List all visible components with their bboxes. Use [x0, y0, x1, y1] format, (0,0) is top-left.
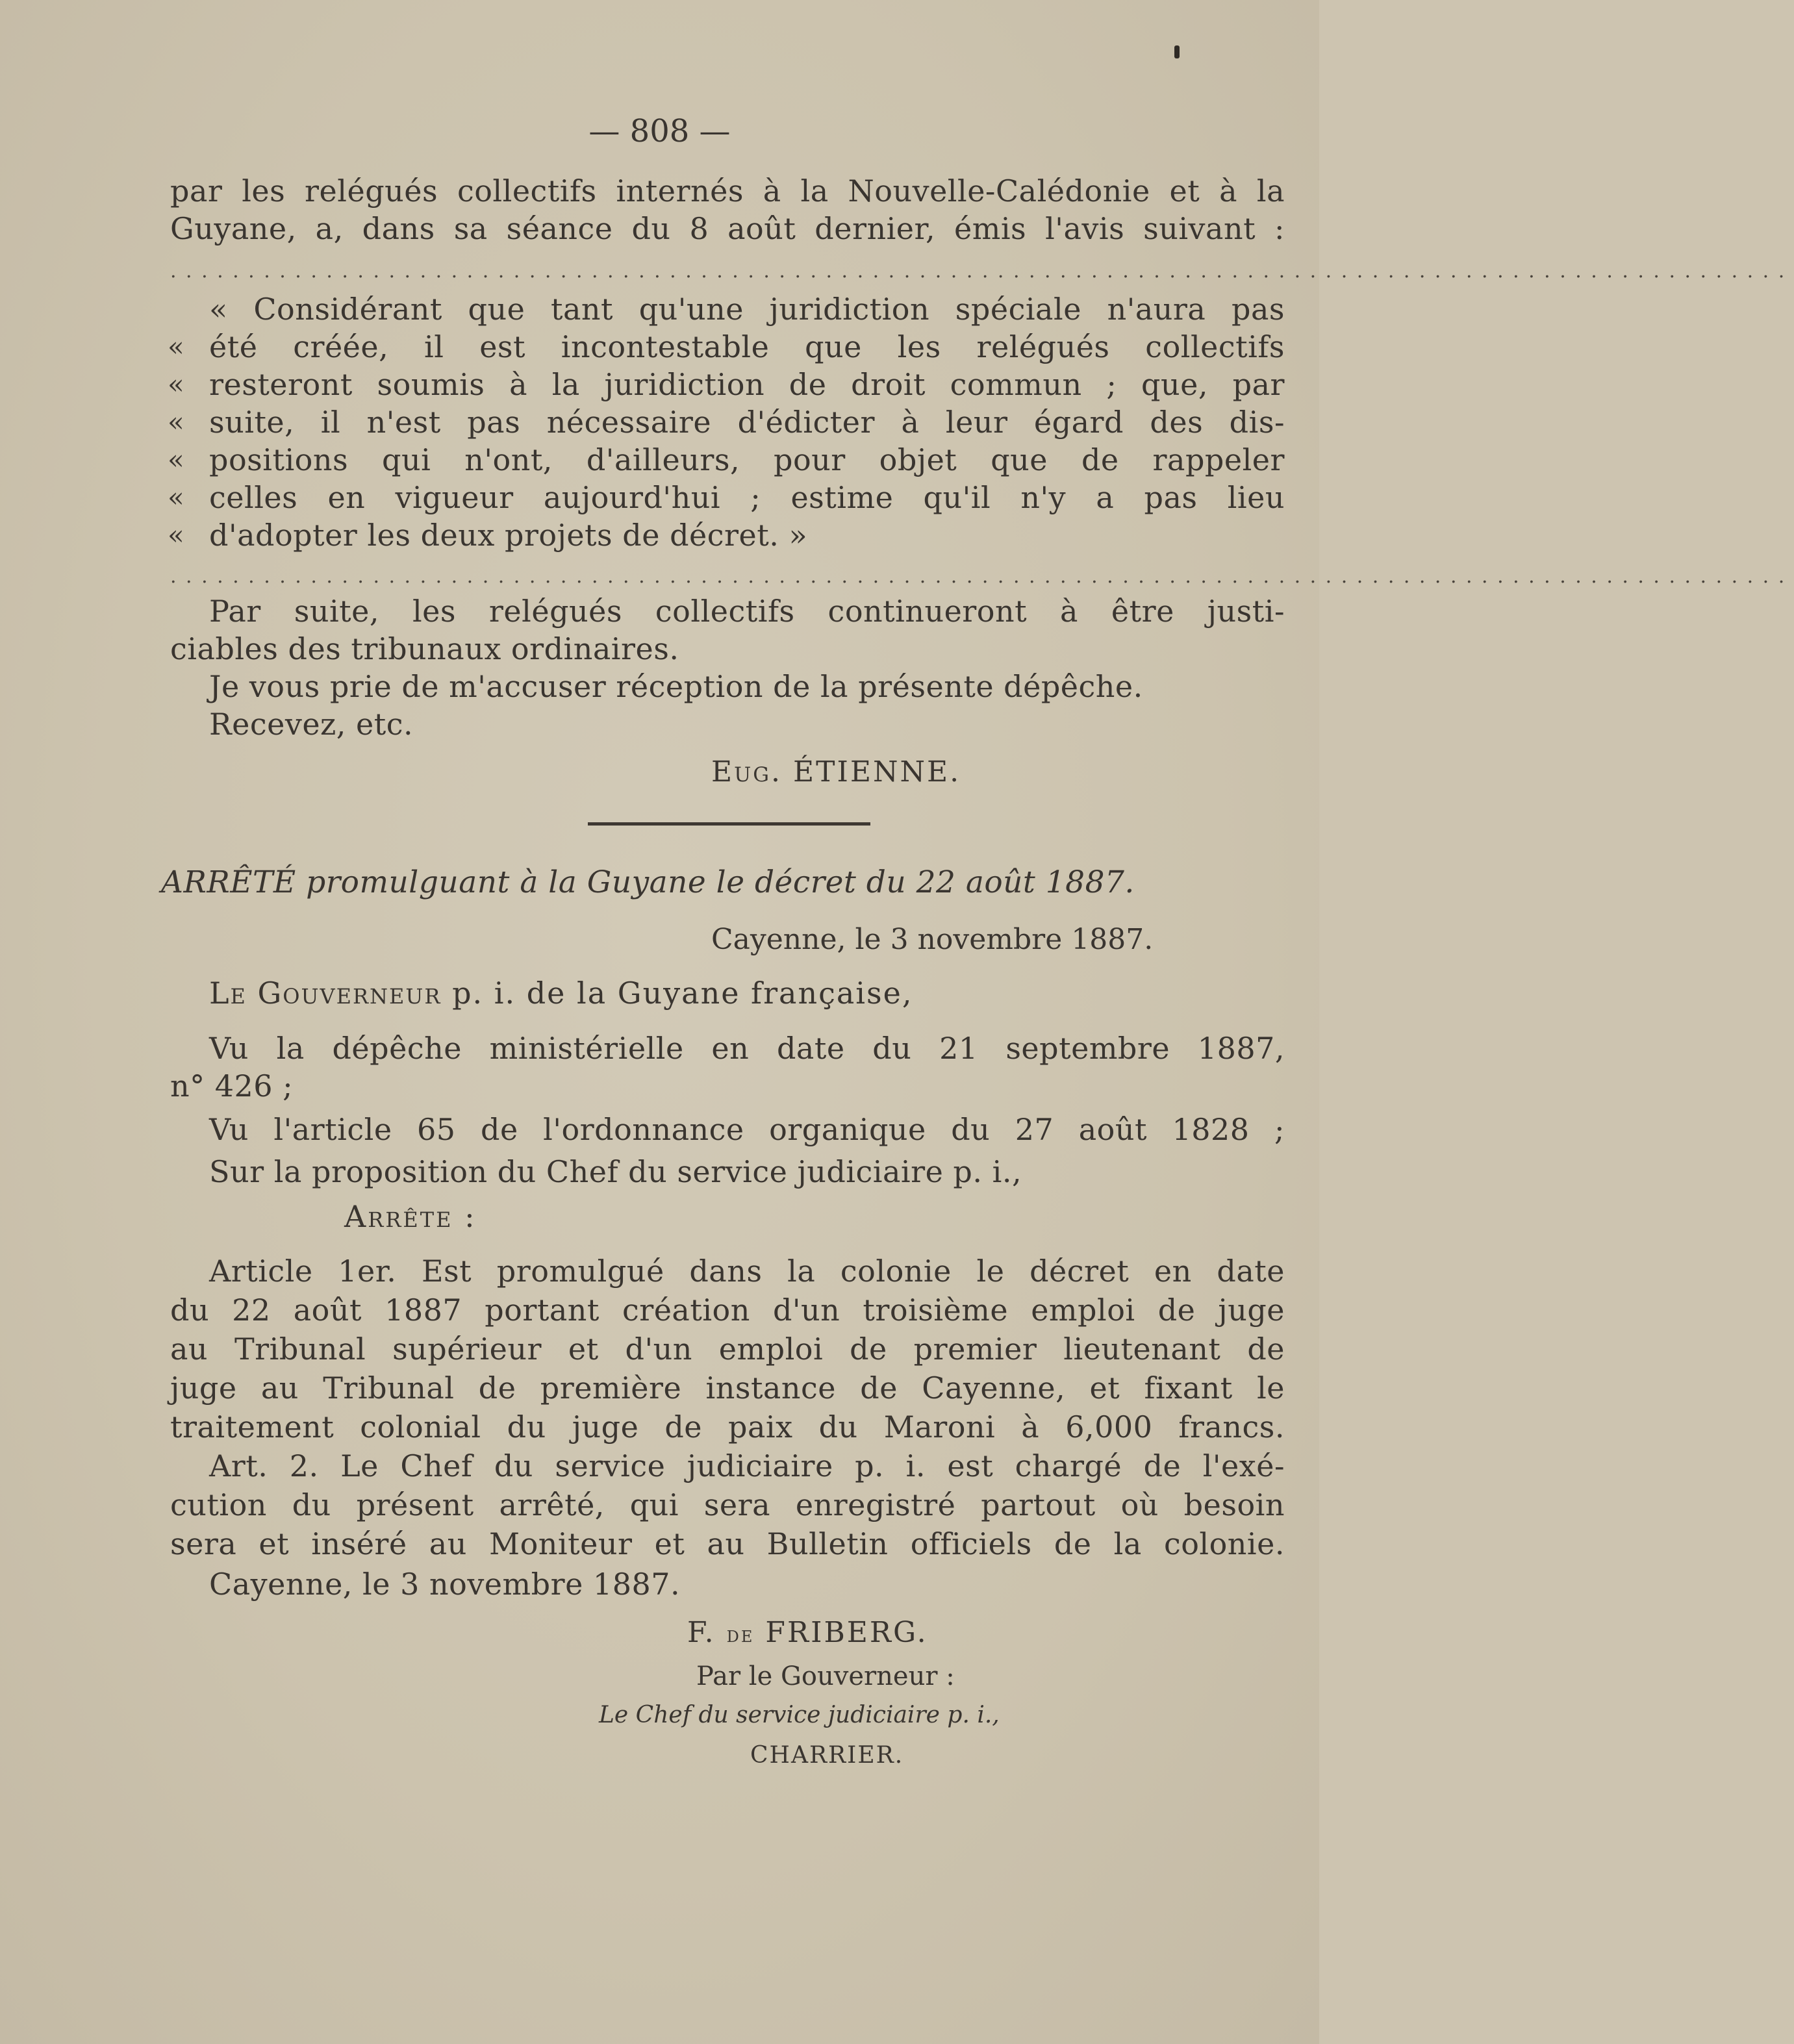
text-line: juge au Tribunal de première instance de Cayenne, et fixant le	[170, 1370, 1285, 1406]
signature-part: F.	[687, 1616, 727, 1649]
text-line: Recevez, etc.	[209, 707, 414, 742]
arrete-label: Arrête :	[344, 1199, 477, 1234]
text-line: traitement colonial du juge de paix du Maroni à 6,000 francs.	[170, 1409, 1285, 1445]
quote-line: positions qui n'ont, d'ailleurs, pour objet que de rappeler	[209, 442, 1285, 477]
text-line: Par suite, les relégués collectifs continueront à être justi-	[209, 594, 1285, 629]
par-le-gouverneur: Par le Gouverneur :	[696, 1661, 955, 1691]
text-line: Guyane, a, dans sa séance du 8 août dernier, émis l'avis suivant :	[170, 211, 1285, 246]
chef-du-service: Le Chef du service judiciaire p. i.,	[599, 1702, 1000, 1728]
text-line: Vu la dépêche ministérielle en date du 21 septembre 1887,	[209, 1031, 1285, 1066]
dotted-separator: ........................................................................................................	[170, 260, 1794, 283]
text-line: au Tribunal supérieur et d'un emploi de premier lieutenant de	[170, 1331, 1285, 1367]
section-heading: ARRÊTÉ promulguant à la Guyane le décret du 22 août 1887.	[161, 864, 1135, 900]
quote-mark: «	[168, 444, 184, 475]
text-line: n° 426 ;	[170, 1068, 294, 1104]
text-line	[209, 974, 1285, 1012]
quote-mark: «	[168, 331, 184, 362]
ink-mark	[1174, 45, 1180, 58]
signature-part: FRIBERG.	[754, 1616, 928, 1649]
signature-charrier: CHARRIER.	[750, 1742, 904, 1769]
text-line: Article 1er. Est promulgué dans la colonie le décret en date	[209, 1254, 1285, 1289]
quote-line: été créée, il est incontestable que les relégués collectifs	[209, 329, 1285, 364]
quote-mark: «	[168, 519, 184, 551]
quote-line: « Considérant que tant qu'une juridiction spéciale n'aura pas	[209, 292, 1285, 327]
text-line: Vu l'article 65 de l'ordonnance organique du 27 août 1828 ;	[209, 1112, 1285, 1147]
text-line: par les relégués collectifs internés à la Nouvelle-Calédonie et à la	[170, 173, 1285, 208]
text-line: sera et inséré au Moniteur et au Bulletin officiels de la colonie.	[170, 1526, 1285, 1561]
text-line: Art. 2. Le Chef du service judiciaire p. i. est chargé de l'exé-	[209, 1448, 1285, 1483]
quote-mark: «	[168, 406, 184, 438]
governor-title-rest: p. i. de la Guyane française,	[441, 976, 913, 1011]
quote-line: suite, il n'est pas nécessaire d'édicter à leur égard des dis-	[209, 405, 1285, 440]
quote-line: celles en vigueur aujourd'hui ; estime qu'il n'y a pas lieu	[209, 480, 1285, 515]
signature-friberg	[687, 1614, 928, 1654]
quote-mark: «	[168, 368, 184, 400]
signature-etienne: Eug. ÉTIENNE.	[711, 755, 961, 789]
text-line: ciables des tribunaux ordinaires.	[170, 631, 679, 666]
text-line: Sur la proposition du Chef du service judiciaire p. i.,	[209, 1154, 1022, 1189]
quote-line: resteront soumis à la juridiction de droit commun ; que, par	[209, 367, 1285, 402]
dotted-separator: ........................................................................................................	[170, 565, 1794, 588]
signature-part: de	[726, 1622, 755, 1648]
text-line: du 22 août 1887 portant création d'un troisième emploi de juge	[170, 1293, 1285, 1328]
text-line: cution du présent arrêté, qui sera enregistré partout où besoin	[170, 1487, 1285, 1522]
section-rule	[588, 822, 870, 826]
quote-mark: «	[168, 481, 184, 513]
place-date: Cayenne, le 3 novembre 1887.	[711, 923, 1154, 956]
governor-title: Le Gouverneur	[209, 976, 442, 1011]
page-number: — 808 —	[588, 113, 731, 149]
text-line: Cayenne, le 3 novembre 1887.	[209, 1567, 681, 1602]
quote-line: d'adopter les deux projets de décret. »	[209, 518, 808, 553]
text-line: Je vous prie de m'accuser réception de la présente dépêche.	[209, 669, 1143, 704]
